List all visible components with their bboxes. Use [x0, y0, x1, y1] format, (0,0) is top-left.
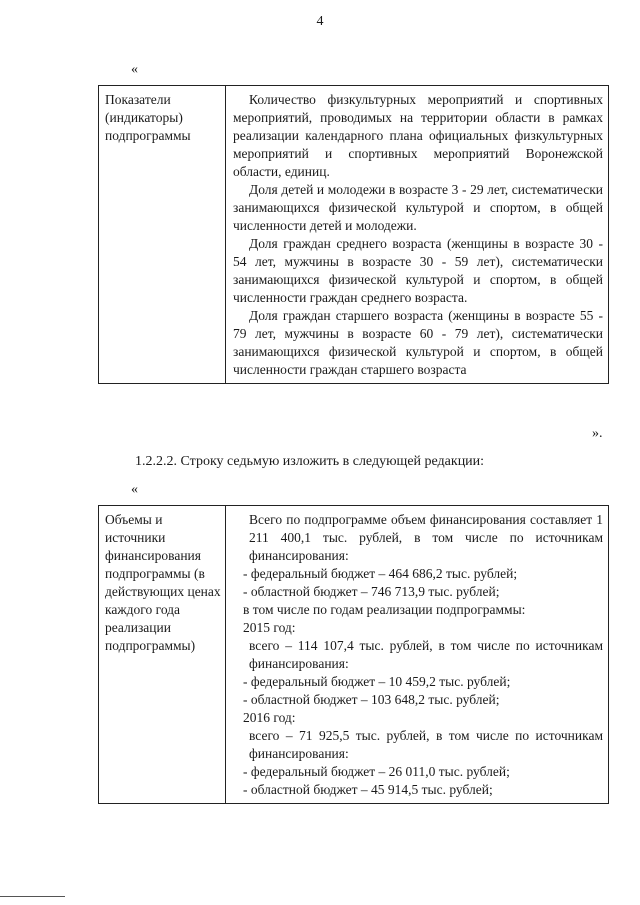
indicator-paragraph: Количество физкультурных мероприятий и спортивных мероприятий, проводимых на территории области в рамках реализации календарного плана официальных физкультурных мероприятий и спортивных мероприятий Воронежской области, единиц. — [233, 92, 603, 179]
open-quote-1: « — [131, 62, 138, 77]
financing-line: 2015 год: — [243, 620, 296, 635]
financing-line: Всего по подпрограмме объем финансирования составляет 1 211 400,1 тыс. рублей, в том числе по источникам финансирования: — [249, 512, 603, 563]
indicator-paragraph: Доля детей и молодежи в возрасте 3 - 29 лет, систематически занимающихся физической культурой и спортом, в общей численности детей и молодежи. — [233, 182, 603, 233]
indicators-content — [226, 86, 608, 383]
financing-line: - областной бюджет – 45 914,5 тыс. рублей; — [243, 782, 493, 797]
financing-line: всего – 71 925,5 тыс. рублей, в том числе по источникам финансирования: — [249, 728, 603, 761]
financing-line: 2016 год: — [243, 710, 296, 725]
footnote-rule — [0, 896, 65, 897]
close-quote: ». — [592, 426, 603, 441]
financing-line: - федеральный бюджет – 10 459,2 тыс. рублей; — [243, 674, 511, 689]
financing-label: Объемы и источники финансирования подпрограммы (в действующих ценах каждого года реализации подпрограммы) — [99, 506, 226, 803]
financing-content — [226, 506, 608, 803]
financing-line: - федеральный бюджет – 26 011,0 тыс. рублей; — [243, 764, 510, 779]
indicators-label: Показатели (индикаторы) подпрограммы — [99, 86, 226, 383]
financing-line: - областной бюджет – 103 648,2 тыс. рублей; — [243, 692, 500, 707]
financing-table — [98, 505, 609, 804]
page-number: 4 — [316, 14, 324, 29]
indicators-table — [98, 85, 609, 384]
open-quote-2: « — [131, 482, 138, 497]
financing-line: - федеральный бюджет – 464 686,2 тыс. рублей; — [243, 566, 518, 581]
financing-line: всего – 114 107,4 тыс. рублей, в том числе по источникам финансирования: — [249, 638, 603, 671]
indicator-paragraph: Доля граждан старшего возраста (женщины в возрасте 55 - 79 лет, мужчины в возрасте 60 - 79 лет), систематически занимающихся физической культурой и спортом, в общей численности граждан старшего возраста — [233, 308, 603, 377]
indicator-paragraph: Доля граждан среднего возраста (женщины в возрасте 30 - 54 лет, мужчины в возрасте 30 - 59 лет), систематически занимающихся физической культурой и спортом, в общей численности граждан среднего возраста. — [233, 236, 603, 305]
financing-line: в том числе по годам реализации подпрограммы: — [243, 602, 526, 617]
instruction-text: 1.2.2.2. Строку седьмую изложить в следующей редакции: — [135, 454, 485, 469]
financing-line: - областной бюджет – 746 713,9 тыс. рублей; — [243, 584, 500, 599]
